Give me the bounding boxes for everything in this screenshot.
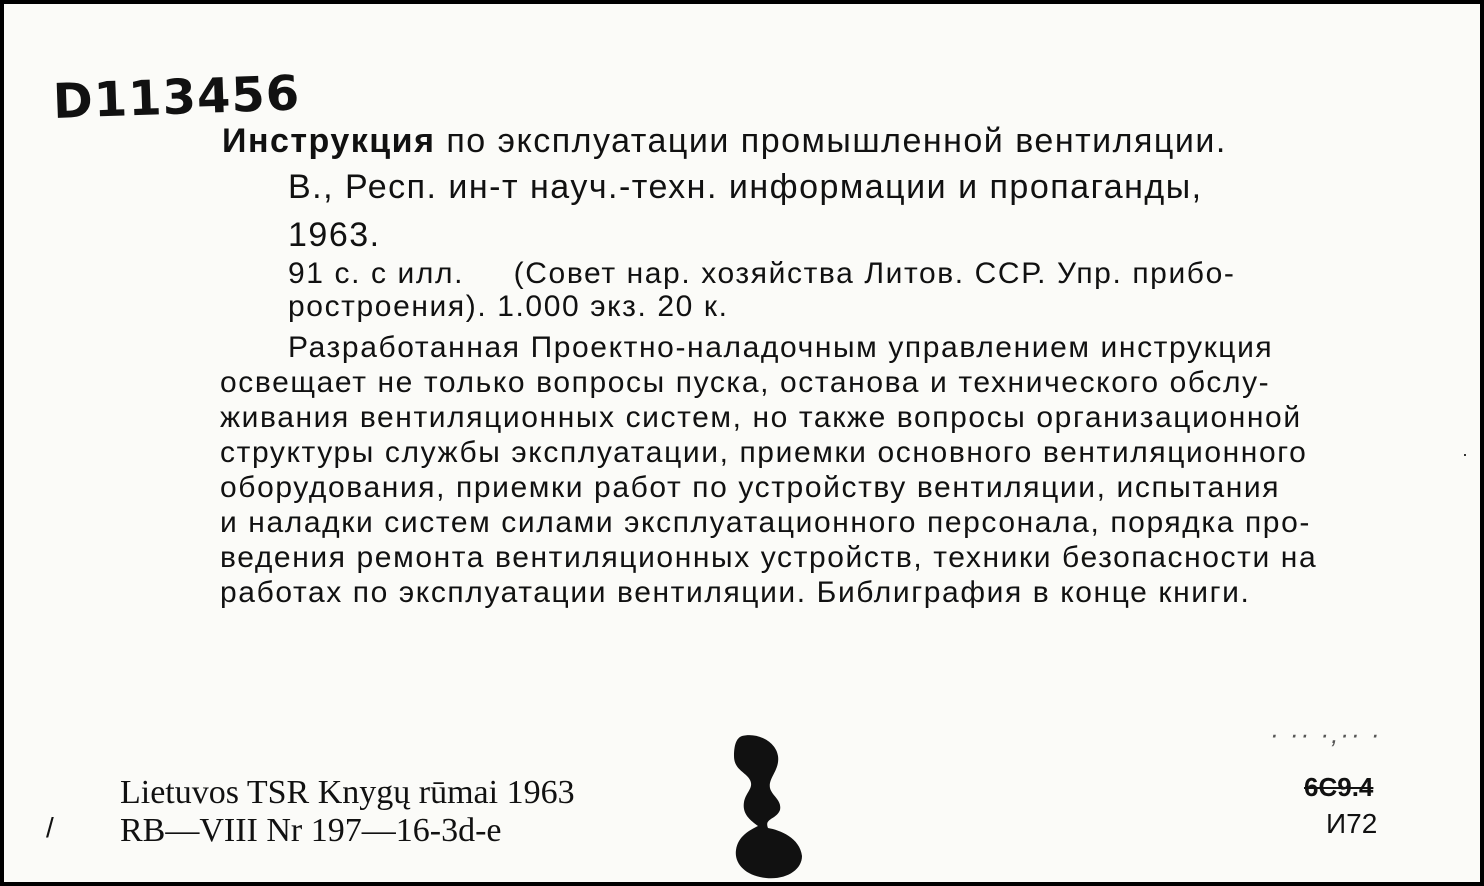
abstract-line: структуры службы эксплуатации, приемки основного вентиляционного — [220, 436, 1308, 469]
imprint-line-1: Lietuvos TSR Knygų rūmai 1963 — [120, 774, 575, 811]
abstract-line: и наладки систем силами эксплуатационного персонала, порядка про- — [220, 506, 1311, 539]
title-line — [222, 122, 1227, 161]
title-rest: по эксплуатации промышленной вентиляции. — [446, 122, 1227, 160]
abstract-line: ведения ремонта вентиляционных устройств, техники безопасности на — [220, 541, 1318, 574]
stray-dot: · — [1462, 444, 1468, 464]
ink-blot-icon — [728, 734, 808, 882]
publisher-line: В., Респ. ин-т науч.-техн. информации и пропаганды, — [288, 168, 1203, 206]
abstract-line: Разработанная Проектно-наладочным управлением инструкция — [288, 331, 1274, 364]
catalog-card — [4, 4, 1480, 882]
abstract-line: освещает не только вопросы пуска, останова и технического обслу- — [220, 366, 1271, 399]
abstract-line: оборудования, приемки работ по устройству вентиляции, испытания — [220, 471, 1281, 504]
imprint-line-2: RB—VIII Nr 197—16-3d-e — [120, 812, 502, 849]
year-line: 1963. — [288, 216, 381, 254]
physical-description-line-1: 91 с. с илл. (Совет нар. хозяйства Литов. ССР. Упр. прибо- — [288, 257, 1236, 290]
classification-code-1: 6С9.4 — [1304, 772, 1374, 802]
title-keyword: Инструкция — [222, 122, 436, 160]
handwritten-call-number: D113456 — [52, 65, 302, 130]
faint-stamp-mark: · ·· ·,·· · — [1270, 719, 1382, 749]
pencil-mark: / — [46, 812, 54, 843]
abstract-line: работах по эксплуатации вентиляции. Библиграфия в конце книги. — [220, 576, 1251, 609]
abstract-line: живания вентиляционных систем, но также вопросы организационной — [220, 401, 1302, 434]
classification-code-2: И72 — [1326, 808, 1378, 839]
physical-description-line-2: ростроения). 1.000 экз. 20 к. — [288, 290, 729, 323]
